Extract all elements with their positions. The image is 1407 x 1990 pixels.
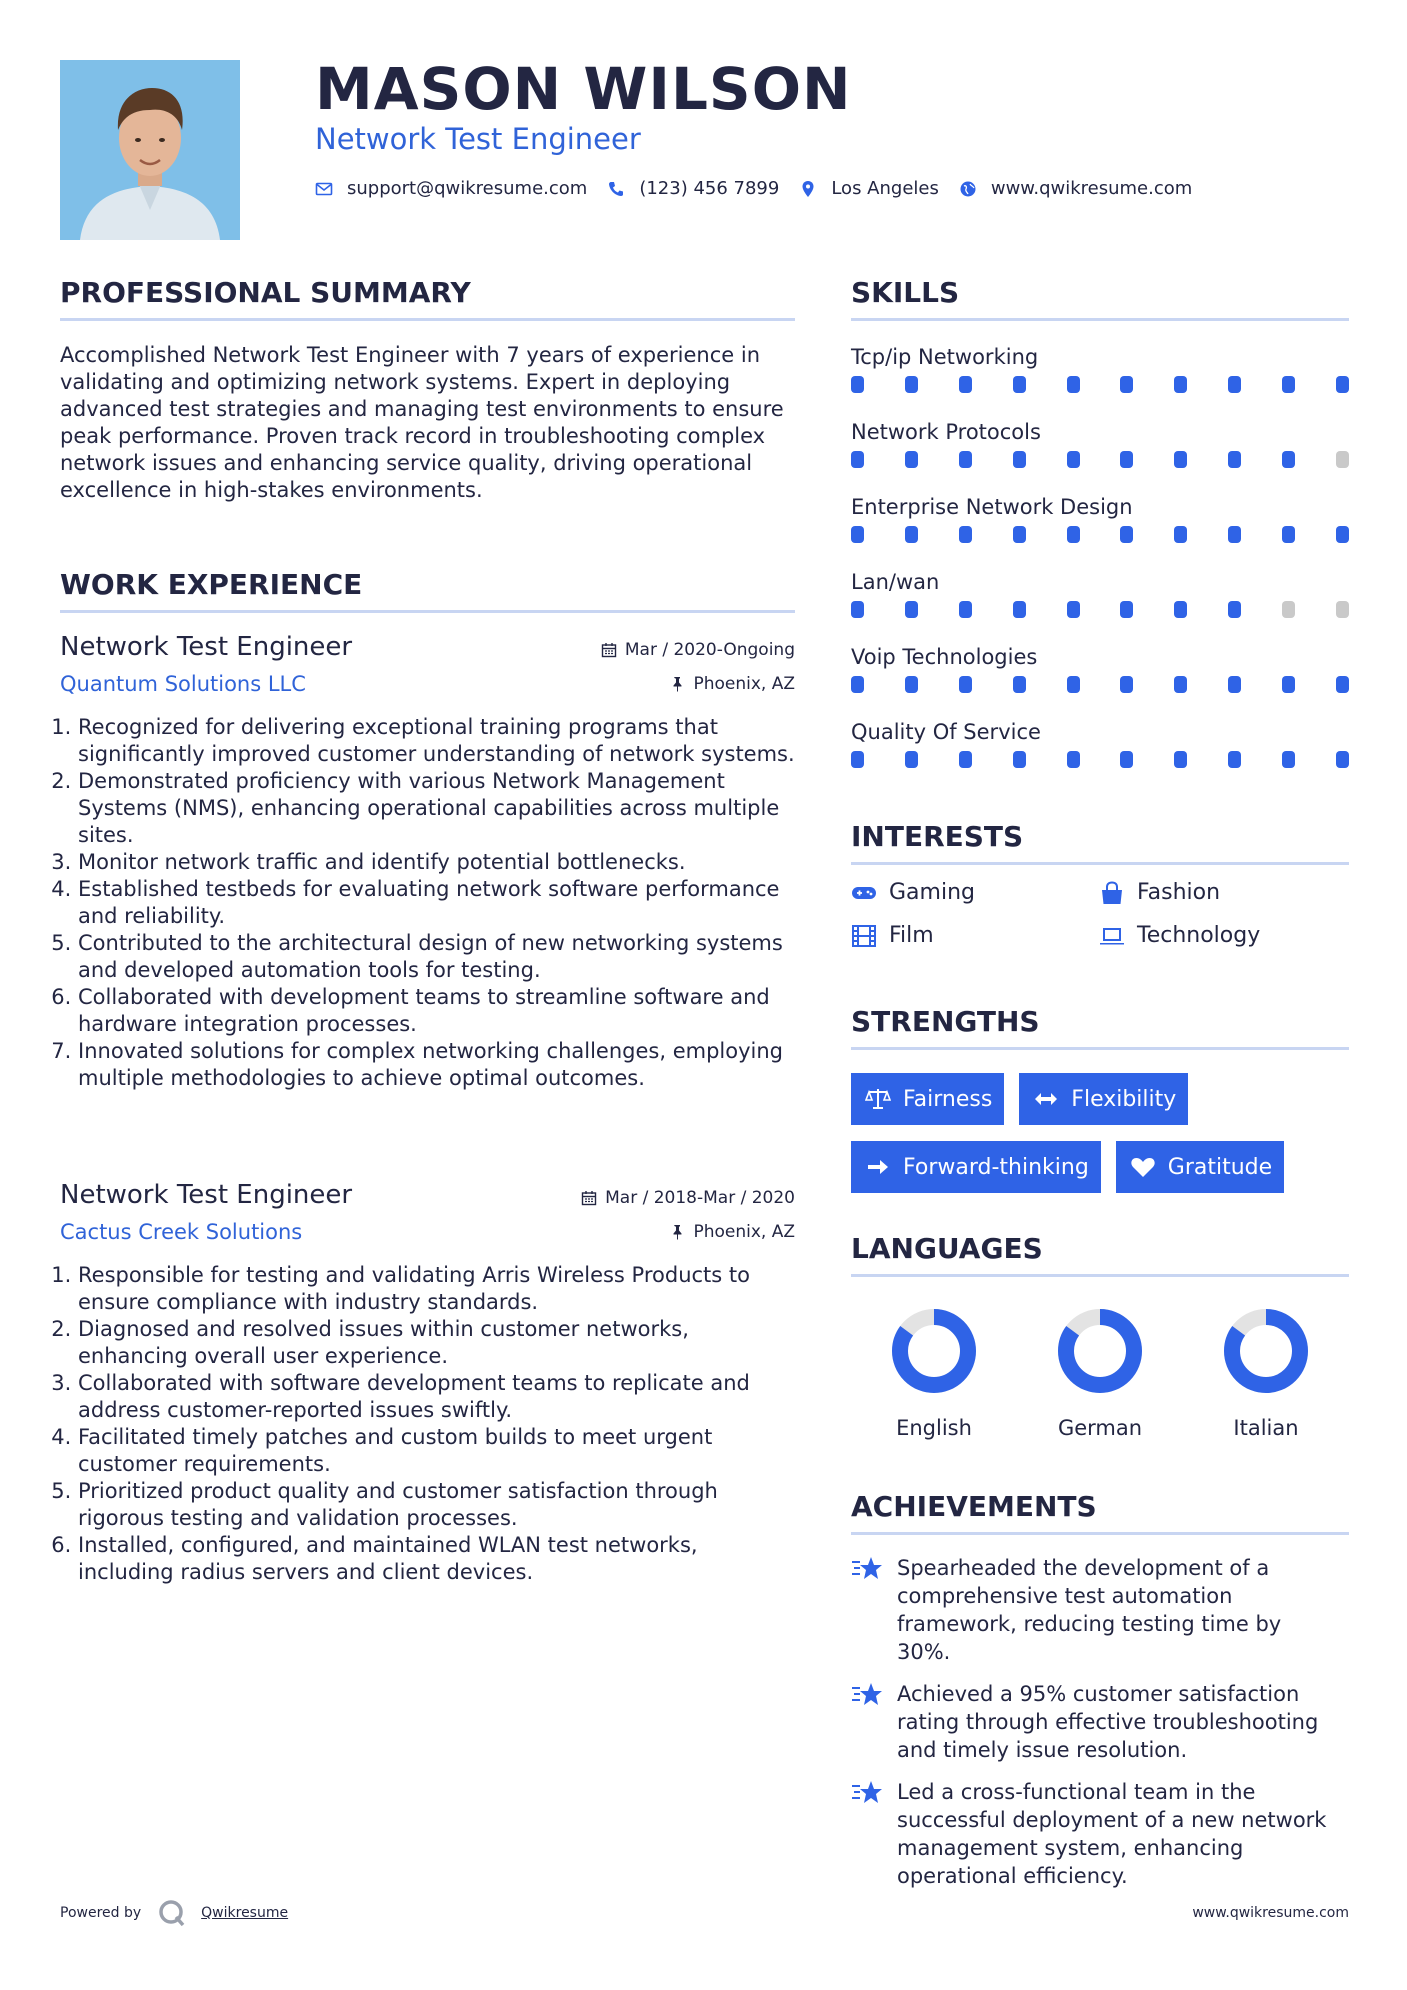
strength-label: Gratitude (1167, 1154, 1273, 1180)
skill-dot-filled (1174, 451, 1187, 468)
skill-dot-filled (1067, 526, 1080, 543)
skill-dot-filled (1013, 376, 1026, 393)
footer-powered-by (60, 1898, 288, 1928)
job-date (601, 640, 795, 660)
job-bullet: 5. Prioritized product quality and customer satisfaction through rigorous testing and validation processes. (78, 1478, 795, 1532)
interest-label: Technology (1137, 923, 1261, 948)
interests-divider (851, 862, 1349, 865)
skill-dot-empty (1282, 601, 1295, 618)
skill-dot-filled (1067, 451, 1080, 468)
skill-name: Enterprise Network Design (851, 495, 1133, 519)
interest-film (851, 923, 1099, 948)
candidate-title: Network Test Engineer (315, 122, 641, 156)
balance-scale-icon (865, 1087, 891, 1111)
skill-dot-filled (1120, 526, 1133, 543)
job-location (669, 1222, 795, 1242)
job-bullet: 1. Responsible for testing and validating Arris Wireless Products to ensure compliance with industry standards. (78, 1262, 795, 1316)
skills-divider (851, 318, 1349, 321)
shooting-star-icon (851, 1778, 885, 1808)
skill-dot-filled (1174, 526, 1187, 543)
skill-dot-filled (1013, 601, 1026, 618)
contact-phone[interactable] (607, 178, 779, 199)
achievement-text: Led a cross-functional team in the successful deployment of a new network management system, enhancing operational efficiency. (897, 1780, 1327, 1888)
skill-name: Quality Of Service (851, 720, 1041, 744)
skill-dot-filled (1228, 526, 1241, 543)
achievement-item (851, 1554, 1349, 1666)
job-title: Network Test Engineer (60, 1180, 353, 1210)
skills-list (851, 342, 1349, 792)
strength-label: Fairness (903, 1086, 993, 1112)
profile-photo (60, 60, 240, 240)
skills-heading: SKILLS (851, 276, 960, 309)
strength-badge (851, 1141, 1101, 1193)
skill-dot-filled (1336, 376, 1349, 393)
language-donut (1221, 1306, 1311, 1396)
language-name: German (1057, 1416, 1143, 1440)
job-bullet: 3. Monitor network traffic and identify potential bottlenecks. (78, 849, 795, 876)
laptop-icon (1099, 924, 1125, 948)
footer-website[interactable]: www.qwikresume.com (1192, 1905, 1349, 1921)
job-bullet: 3. Collaborated with software development teams to replicate and address customer-reported issues swiftly. (78, 1370, 795, 1424)
skill-dot-filled (1067, 376, 1080, 393)
strength-badge (1019, 1073, 1188, 1125)
skill-dot-filled (1067, 601, 1080, 618)
contact-email[interactable] (315, 178, 587, 199)
skill-dot-filled (1120, 376, 1133, 393)
language-item (851, 1306, 1017, 1440)
skill-dot-filled (905, 751, 918, 768)
skill-dot-filled (1120, 751, 1133, 768)
skill-dot-filled (905, 376, 918, 393)
skill-rating (851, 751, 1349, 768)
arrows-horizontal-icon (1033, 1087, 1059, 1111)
skill-dot-filled (1282, 751, 1295, 768)
skill-dot-filled (1013, 451, 1026, 468)
job-date-text: Mar / 2020-Ongoing (624, 640, 795, 660)
job-location (669, 674, 795, 694)
interest-technology (1099, 923, 1347, 948)
location-pin-icon (799, 180, 817, 198)
skill-dot-filled (959, 376, 972, 393)
skill-dot-filled (1120, 676, 1133, 693)
skill-item (851, 642, 1349, 717)
skill-dot-filled (1013, 676, 1026, 693)
skill-dot-filled (1228, 451, 1241, 468)
skill-rating (851, 676, 1349, 693)
achievement-item (851, 1778, 1349, 1890)
job-date (581, 1188, 795, 1208)
skill-dot-filled (1228, 601, 1241, 618)
achievement-item (851, 1680, 1349, 1764)
shooting-star-icon (851, 1554, 885, 1584)
skill-dot-filled (1282, 676, 1295, 693)
email-icon (315, 180, 333, 198)
skill-item (851, 492, 1349, 567)
calendar-icon (601, 642, 617, 658)
skill-dot-filled (1282, 451, 1295, 468)
job-bullet: 7. Innovated solutions for complex networking challenges, employing multiple methodologies to achieve optimal outcomes. (78, 1038, 795, 1092)
achievements-divider (851, 1532, 1349, 1535)
strength-label: Forward-thinking (903, 1154, 1089, 1180)
interests-list (851, 880, 1349, 948)
skill-dot-empty (1336, 601, 1349, 618)
language-name: Italian (1233, 1416, 1299, 1440)
strength-badge (1116, 1141, 1284, 1193)
pushpin-icon (669, 1224, 685, 1240)
contact-bar (315, 178, 1212, 199)
candidate-name: MASON WILSON (315, 55, 852, 123)
skill-rating (851, 451, 1349, 468)
interests-heading: INTERESTS (851, 820, 1024, 853)
skill-rating (851, 526, 1349, 543)
contact-website-text: www.qwikresume.com (990, 178, 1193, 199)
contact-website[interactable] (959, 178, 1192, 199)
skill-dot-filled (959, 676, 972, 693)
job-bullet: 4. Established testbeds for evaluating network software performance and reliability. (78, 876, 795, 930)
job-bullet: 5. Contributed to the architectural design of new networking systems and developed automation tools for testing. (78, 930, 795, 984)
skill-dot-filled (851, 676, 864, 693)
job-bullet: 6. Collaborated with development teams to streamline software and hardware integration processes. (78, 984, 795, 1038)
job-company: Quantum Solutions LLC (60, 672, 306, 696)
skill-dot-filled (1120, 451, 1133, 468)
job-company: Cactus Creek Solutions (60, 1220, 303, 1244)
skill-dot-filled (1013, 526, 1026, 543)
phone-icon (607, 180, 625, 198)
strength-label: Flexibility (1071, 1086, 1177, 1112)
skill-dot-filled (851, 601, 864, 618)
skill-dot-filled (1120, 601, 1133, 618)
interest-label: Fashion (1137, 880, 1221, 905)
interest-fashion (1099, 880, 1347, 905)
achievement-text: Achieved a 95% customer satisfaction rating through effective troubleshooting and timely issue resolution. (897, 1682, 1319, 1762)
achievement-text: Spearheaded the development of a comprehensive test automation framework, reducing testing time by 30%. (897, 1556, 1282, 1664)
skill-dot-filled (1174, 676, 1187, 693)
skill-dot-empty (1336, 451, 1349, 468)
skill-dot-filled (1228, 676, 1241, 693)
skill-dot-filled (851, 526, 864, 543)
skill-dot-filled (1228, 376, 1241, 393)
experience-heading: WORK EXPERIENCE (60, 568, 363, 601)
skill-dot-filled (1174, 601, 1187, 618)
skill-dot-filled (851, 376, 864, 393)
contact-email-text: support@qwikresume.com (347, 178, 588, 199)
skill-dot-filled (959, 751, 972, 768)
job-location-text: Phoenix, AZ (693, 674, 795, 694)
skill-dot-filled (959, 526, 972, 543)
languages-list (851, 1306, 1349, 1440)
skill-dot-filled (1282, 526, 1295, 543)
skill-dot-filled (1174, 751, 1187, 768)
summary-text: Accomplished Network Test Engineer with 7 years of experience in validating and optimizing network systems. Expert in deploying advanced test strategies and managing test environments to ensure peak performance. Proven track record in troubleshooting complex network issues and enhancing service quality, driving operational excellence in high-stakes environments. (60, 343, 784, 502)
achievements-list (851, 1554, 1349, 1904)
strengths-list (851, 1073, 1351, 1209)
job-bullet: 2. Diagnosed and resolved issues within customer networks, enhancing overall user experience. (78, 1316, 795, 1370)
skill-dot-filled (851, 451, 864, 468)
arrow-right-icon (865, 1155, 891, 1179)
skill-item (851, 417, 1349, 492)
skill-dot-filled (1067, 751, 1080, 768)
language-donut (1055, 1306, 1145, 1396)
skill-dot-filled (1336, 751, 1349, 768)
job-bullet: 4. Facilitated timely patches and custom builds to meet urgent customer requirements. (78, 1424, 795, 1478)
strengths-heading: STRENGTHS (851, 1005, 1040, 1038)
skill-name: Lan/wan (851, 570, 940, 594)
skill-dot-filled (905, 676, 918, 693)
skill-dot-filled (1336, 526, 1349, 543)
strengths-divider (851, 1047, 1349, 1050)
shooting-star-icon (851, 1680, 885, 1710)
qwikresume-logo-icon (157, 1898, 187, 1928)
summary-heading: PROFESSIONAL SUMMARY (60, 276, 471, 309)
skill-dot-filled (1067, 676, 1080, 693)
interest-gaming (851, 880, 1099, 905)
skill-dot-filled (1013, 751, 1026, 768)
job-location-text: Phoenix, AZ (693, 1222, 795, 1242)
interest-label: Gaming (889, 880, 975, 905)
person-photo-icon (60, 60, 240, 240)
languages-heading: LANGUAGES (851, 1232, 1043, 1265)
skill-dot-filled (1336, 676, 1349, 693)
powered-by-text: Powered by (60, 1905, 142, 1921)
job-bullet: 6. Installed, configured, and maintained WLAN test networks, including radius servers and client devices. (78, 1532, 795, 1586)
skill-item (851, 342, 1349, 417)
language-donut (889, 1306, 979, 1396)
skill-dot-filled (905, 451, 918, 468)
job-bullets (60, 714, 795, 1092)
contact-location (799, 178, 939, 199)
heart-icon (1130, 1155, 1156, 1179)
language-name: English (896, 1416, 972, 1440)
skill-dot-filled (851, 751, 864, 768)
interest-label: Film (889, 923, 934, 948)
job-bullets (60, 1262, 795, 1586)
job-bullet: 2. Demonstrated proficiency with various Network Management Systems (NMS), enhancing operational capabilities across multiple sites. (78, 768, 795, 849)
skill-rating (851, 601, 1349, 618)
pushpin-icon (669, 676, 685, 692)
contact-phone-text: (123) 456 7899 (639, 178, 780, 199)
skill-dot-filled (959, 601, 972, 618)
job-bullet: 1. Recognized for delivering exceptional training programs that significantly improved customer understanding of network systems. (78, 714, 795, 768)
skill-dot-filled (1174, 376, 1187, 393)
film-icon (851, 924, 877, 948)
language-item (1183, 1306, 1349, 1440)
skill-rating (851, 376, 1349, 393)
skill-dot-filled (1228, 751, 1241, 768)
footer-brand-link[interactable]: Qwikresume (201, 1905, 289, 1921)
skill-item (851, 567, 1349, 642)
skill-name: Voip Technologies (851, 645, 1038, 669)
experience-divider (60, 610, 795, 613)
languages-divider (851, 1274, 1349, 1277)
skill-dot-filled (905, 526, 918, 543)
skill-item (851, 717, 1349, 792)
strength-badge (851, 1073, 1004, 1125)
skill-name: Tcp/ip Networking (851, 345, 1039, 369)
skill-name: Network Protocols (851, 420, 1041, 444)
job-entry-2 (60, 1180, 795, 1586)
achievements-heading: ACHIEVEMENTS (851, 1490, 1097, 1523)
shopping-bag-icon (1099, 881, 1125, 905)
globe-icon (959, 180, 977, 198)
skill-dot-filled (1282, 376, 1295, 393)
job-title: Network Test Engineer (60, 632, 353, 662)
calendar-icon (581, 1190, 597, 1206)
language-item (1017, 1306, 1183, 1440)
skill-dot-filled (905, 601, 918, 618)
summary-divider (60, 318, 795, 321)
skill-dot-filled (959, 451, 972, 468)
contact-location-text: Los Angeles (831, 178, 939, 199)
job-date-text: Mar / 2018-Mar / 2020 (605, 1188, 795, 1208)
gamepad-icon (851, 881, 877, 905)
job-entry-1 (60, 632, 795, 1092)
